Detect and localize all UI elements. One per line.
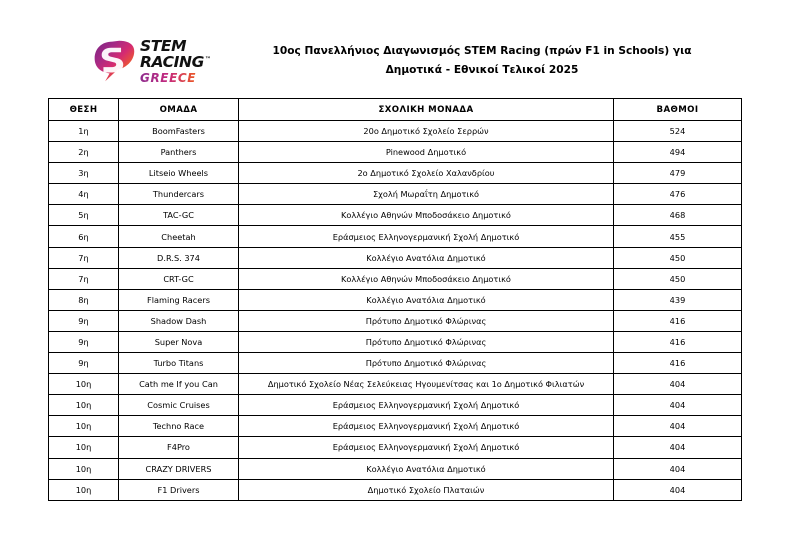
cell-score: 404	[614, 395, 742, 416]
cell-team: Turbo Titans	[119, 353, 239, 374]
table-header	[49, 99, 742, 121]
cell-position: 2η	[49, 142, 119, 163]
cell-team: Thundercars	[119, 184, 239, 205]
cell-score: 439	[614, 289, 742, 310]
table-header-row	[49, 99, 742, 121]
cell-school: Κολλέγιο Ανατόλια Δημοτικό	[239, 458, 614, 479]
logo-line-racing: RACING	[140, 53, 204, 71]
table-row	[49, 163, 742, 184]
cell-position: 9η	[49, 353, 119, 374]
cell-score: 524	[614, 121, 742, 142]
cell-school: Κολλέγιο Ανατόλια Δημοτικό	[239, 247, 614, 268]
cell-position: 10η	[49, 458, 119, 479]
cell-position: 10η	[49, 374, 119, 395]
table-row	[49, 268, 742, 289]
stem-racing-greece-logo	[92, 36, 237, 85]
table-row	[49, 226, 742, 247]
table-row	[49, 184, 742, 205]
cell-school: 20ο Δημοτικό Σχολείο Σερρών	[239, 121, 614, 142]
cell-school: Πρότυπο Δημοτικό Φλώρινας	[239, 353, 614, 374]
cell-team: Shadow Dash	[119, 310, 239, 331]
column-header-position: ΘΕΣΗ	[49, 99, 119, 121]
cell-position: 7η	[49, 268, 119, 289]
table-row	[49, 142, 742, 163]
cell-position: 4η	[49, 184, 119, 205]
table-row	[49, 458, 742, 479]
cell-score: 404	[614, 374, 742, 395]
table-row	[49, 437, 742, 458]
cell-position: 3η	[49, 163, 119, 184]
cell-team: TAC-GC	[119, 205, 239, 226]
logo-line-stem: STEM	[140, 36, 187, 55]
sr-monogram-icon	[92, 39, 136, 83]
table-row	[49, 374, 742, 395]
cell-position: 7η	[49, 247, 119, 268]
cell-position: 6η	[49, 226, 119, 247]
cell-team: Super Nova	[119, 331, 239, 352]
column-header-team: ΟΜΑΔΑ	[119, 99, 239, 121]
cell-school: Εράσμειος Ελληνογερμανική Σχολή Δημοτικό	[239, 416, 614, 437]
table-body	[49, 121, 742, 501]
cell-score: 416	[614, 310, 742, 331]
cell-school: Σχολή Μωραΐτη Δημοτικό	[239, 184, 614, 205]
cell-position: 9η	[49, 310, 119, 331]
cell-school: Δημοτικό Σχολείο Νέας Σελεύκειας Ηγουμενίτσας και 1ο Δημοτικό Φιλιατών	[239, 374, 614, 395]
cell-score: 404	[614, 479, 742, 500]
page-header	[0, 30, 789, 92]
cell-score: 494	[614, 142, 742, 163]
cell-team: F4Pro	[119, 437, 239, 458]
cell-team: Techno Race	[119, 416, 239, 437]
cell-school: Εράσμειος Ελληνογερμανική Σχολή Δημοτικό	[239, 395, 614, 416]
cell-score: 404	[614, 416, 742, 437]
table-row	[49, 289, 742, 310]
cell-position: 10η	[49, 437, 119, 458]
cell-team: D.R.S. 374	[119, 247, 239, 268]
cell-team: Cosmic Cruises	[119, 395, 239, 416]
cell-team: CRT-GC	[119, 268, 239, 289]
cell-position: 5η	[49, 205, 119, 226]
page-title-line-2: Δημοτικά - Εθνικοί Τελικοί 2025	[385, 64, 579, 76]
cell-position: 1η	[49, 121, 119, 142]
cell-position: 10η	[49, 416, 119, 437]
cell-score: 468	[614, 205, 742, 226]
page-title-line-1: 10ος Πανελλήνιος Διαγωνισμός STEM Racing (πρών F1 in Schools) για	[272, 45, 692, 58]
cell-school: Πρότυπο Δημοτικό Φλώρινας	[239, 331, 614, 352]
logo-region-greece: GREECE	[140, 72, 211, 84]
cell-position: 10η	[49, 395, 119, 416]
table-row	[49, 416, 742, 437]
cell-school: Pinewood Δημοτικό	[239, 142, 614, 163]
cell-score: 416	[614, 353, 742, 374]
trademark-icon: ™	[204, 55, 211, 63]
cell-team: Cheetah	[119, 226, 239, 247]
cell-school: Κολλέγιο Ανατόλια Δημοτικό	[239, 289, 614, 310]
table-row	[49, 395, 742, 416]
cell-school: Εράσμειος Ελληνογερμανική Σχολή Δημοτικό	[239, 226, 614, 247]
cell-school: Δημοτικό Σχολείο Πλαταιών	[239, 479, 614, 500]
cell-school: 2ο Δημοτικό Σχολείο Χαλανδρίου	[239, 163, 614, 184]
cell-position: 8η	[49, 289, 119, 310]
cell-team: Panthers	[119, 142, 239, 163]
table-row	[49, 479, 742, 500]
cell-position: 9η	[49, 331, 119, 352]
cell-school: Εράσμειος Ελληνογερμανική Σχολή Δημοτικό	[239, 437, 614, 458]
cell-team: Flaming Racers	[119, 289, 239, 310]
cell-school: Κολλέγιο Αθηνών Μποδοσάκειο Δημοτικό	[239, 268, 614, 289]
column-header-score: ΒΑΘΜΟΙ	[614, 99, 742, 121]
cell-team: CRAZY DRIVERS	[119, 458, 239, 479]
cell-team: F1 Drivers	[119, 479, 239, 500]
table-row	[49, 205, 742, 226]
cell-team: Cath me If you Can	[119, 374, 239, 395]
table-row	[49, 331, 742, 352]
cell-score: 416	[614, 331, 742, 352]
cell-score: 476	[614, 184, 742, 205]
page-title	[237, 42, 789, 79]
table-row	[49, 353, 742, 374]
table-row	[49, 247, 742, 268]
cell-score: 450	[614, 247, 742, 268]
cell-position: 10η	[49, 479, 119, 500]
table-row	[49, 121, 742, 142]
cell-score: 404	[614, 458, 742, 479]
cell-score: 404	[614, 437, 742, 458]
cell-team: BoomFasters	[119, 121, 239, 142]
cell-score: 479	[614, 163, 742, 184]
cell-school: Πρότυπο Δημοτικό Φλώρινας	[239, 310, 614, 331]
column-header-school: ΣΧΟΛΙΚΗ ΜΟΝΑΔΑ	[239, 99, 614, 121]
cell-team: Litseio Wheels	[119, 163, 239, 184]
cell-score: 455	[614, 226, 742, 247]
cell-school: Κολλέγιο Αθηνών Μποδοσάκειο Δημοτικό	[239, 205, 614, 226]
table-row	[49, 310, 742, 331]
results-table	[48, 98, 742, 501]
cell-score: 450	[614, 268, 742, 289]
